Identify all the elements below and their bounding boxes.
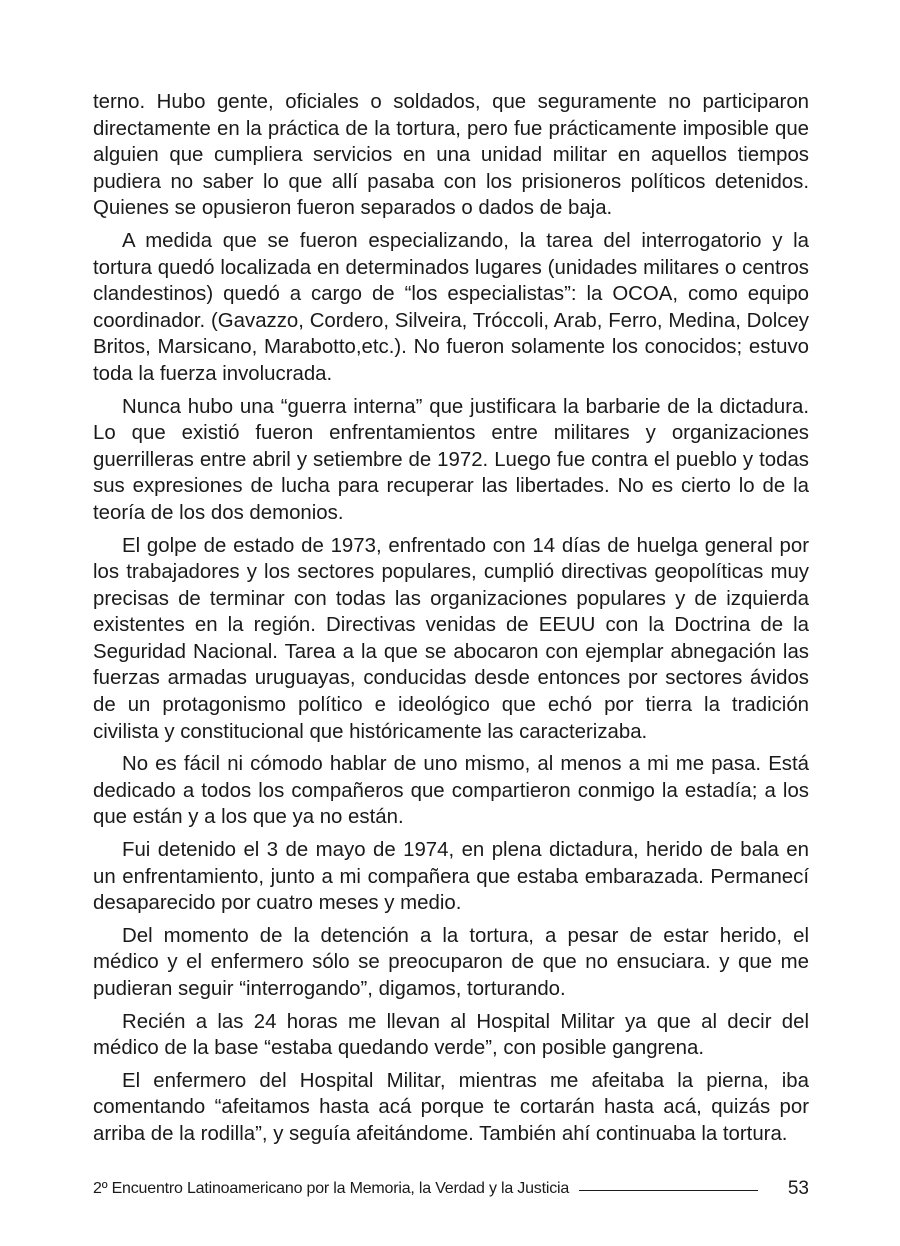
page-number: 53 bbox=[787, 1178, 809, 1199]
paragraph: Recién a las 24 horas me llevan al Hospital Militar ya que al decir del médico de la base “estaba quedando verde”, con posible gangrena. bbox=[93, 1010, 809, 1060]
paragraph: Fui detenido el 3 de mayo de 1974, en plena dictadura, herido de bala en un enfrentamiento, junto a mi compañera que estaba embarazada. Permanecí desaparecido por cuatro meses y medio. bbox=[93, 839, 809, 915]
paragraph: Del momento de la detención a la tortura, a pesar de estar herido, el médico y el enfermero sólo se preocuparon de que no ensuciara. y que me pudieran seguir “interrogando”, digamos, torturando. bbox=[93, 924, 809, 1000]
paragraph: El golpe de estado de 1973, enfrentado con 14 días de huelga general por los trabajadores y los sectores populares, cumplió directivas geopolíticas muy precisas de terminar con todas las organizaciones populares y de izquierda existentes en la región. Directivas venidas de EEUU con la Doctrina de la Seguridad Nacional. Tarea a la que se abocaron con ejemplar abnegación las fuerzas armadas uruguayas, conducidas desde entonces por sectores ávidos de un protagonismo político e ideológico que echó por tierra la tradición civilista y constitucional que históricamente las caracterizaba. bbox=[93, 534, 809, 743]
paragraph: A medida que se fueron especializando, la tarea del interrogatorio y la tortura quedó localizada en determinados lugares (unidades militares o centros clandestinos) quedó a cargo de “los especialistas”: la OCOA, como equipo coordinador. (Gavazzo, Cordero, Silveira, Tróccoli, Arab, Ferro, Medina, Dolcey Britos, Marsicano, Marabotto,etc.). No fueron solamente los conocidos; estuvo toda la fuerza involucrada. bbox=[93, 229, 809, 385]
paragraph: No es fácil ni cómodo hablar de uno mismo, al menos a mi me pasa. Está dedicado a todos los compañeros que compartieron conmigo la estadía; a los que están y a los que ya no están. bbox=[93, 753, 809, 829]
body-text bbox=[93, 89, 809, 1154]
footer-rule bbox=[579, 1190, 758, 1191]
paragraph: Nunca hubo una “guerra interna” que justificara la barbarie de la dictadura. Lo que existió fueron enfrentamientos entre militares y organizaciones guerrilleras entre abril y setiembre de 1972. Luego fue contra el pueblo y todas sus expresiones de lucha para recuperar las libertades. No es cierto lo de la teoría de los dos demonios. bbox=[93, 395, 809, 524]
paragraph: El enfermero del Hospital Militar, mientras me afeitaba la pierna, iba comentando “afeitamos hasta acá porque te cortarán hasta acá, quizás por arriba de la rodilla”, y seguía afeitándome. También ahí continuaba la tortura. bbox=[93, 1069, 809, 1145]
page-footer bbox=[93, 1176, 809, 1202]
paragraph: terno. Hubo gente, oficiales o soldados, que seguramente no participaron directamente en la práctica de la tortura, pero fue prácticamente imposible que alguien que cumpliera servicios en una unidad militar en aquellos tiempos pudiera no saber lo que allí pasaba con los prisioneros políticos detenidos. Quienes se opusieron fueron separados o dados de baja. bbox=[93, 91, 809, 220]
footer-title: 2º Encuentro Latinoamericano por la Memoria, la Verdad y la Justicia bbox=[93, 1180, 570, 1197]
